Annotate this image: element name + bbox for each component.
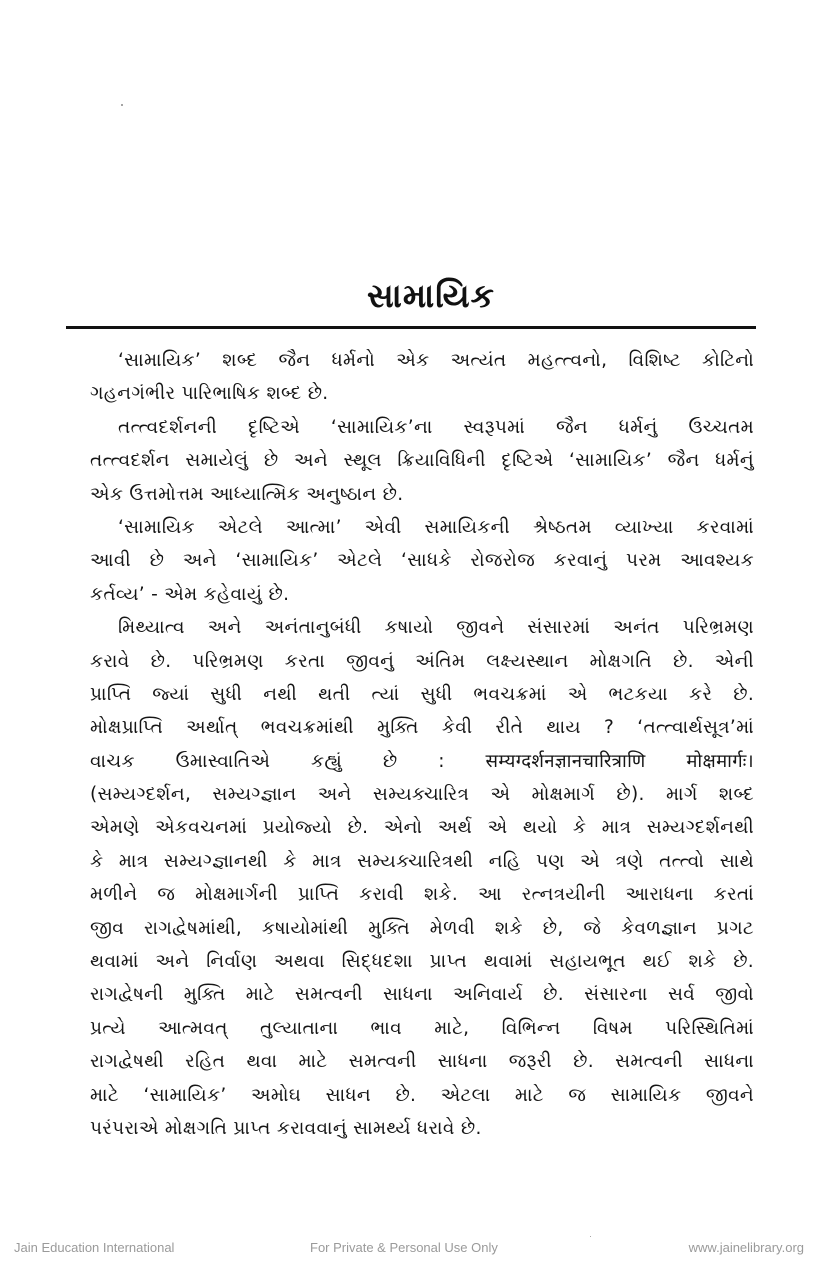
scan-speck bbox=[590, 1236, 591, 1237]
paragraph-4-line-13: પ્રત્યે આત્મવત્ તુલ્યાતાના ભાવ માટે, વિભિન્ન વિષમ પરિસ્થિતિમાં bbox=[90, 1017, 754, 1039]
paragraph-4-line-5-sanskrit-quote: વાચક ઉમાસ્વાતિએ કહ્યું છે : सम्यग्दर्शनज्ञानचारित्राणि मोक्षमार्गः। bbox=[90, 750, 754, 772]
body-text bbox=[90, 344, 754, 1145]
paragraph-3-line-2: આવી છે અને ‘સામાયિક’ એટલે ‘સાધકે રોજરોજ કરવાનું પરમ આવશ્યક bbox=[90, 550, 754, 572]
paragraph-4-line-7: એમણે એકવચનમાં પ્રયોજ્યો છે. એનો અર્થ એ થયો કે માત્ર સમ્યગ્દર્શનથી bbox=[90, 817, 754, 839]
title-underline bbox=[66, 326, 756, 329]
title-block bbox=[66, 276, 756, 316]
paragraph-4-line-3: પ્રાપ્તિ જ્યાં સુધી નથી થતી ત્યાં સુધી ભવચક્રમાં એ ભટકયા કરે છે. bbox=[90, 683, 754, 705]
footer-publisher: Jain Education International bbox=[14, 1240, 175, 1255]
page-title: સામાયિક bbox=[367, 276, 495, 315]
paragraph-3-line-3: કર્તવ્ય’ - એમ કહેવાયું છે. bbox=[90, 583, 290, 605]
paragraph-4-line-10: જીવ રાગદ્વેષમાંથી, કષાયોમાંથી મુક્તિ મેળવી શકે છે, જે કેવળજ્ઞાન પ્રગટ bbox=[90, 917, 754, 939]
page-footer bbox=[0, 1240, 828, 1260]
paragraph-4-line-9: મળીને જ મોક્ષમાર્ગની પ્રાપ્તિ કરાવી શકે. આ રત્નત્રયીની આરાધના કરતાં bbox=[90, 884, 754, 906]
paragraph-4-line-11: થવામાં અને નિર્વાણ અથવા સિદ્ધદશા પ્રાપ્ત થવામાં સહાયભૂત થઈ શકે છે. bbox=[90, 951, 754, 973]
paragraph-2-line-1: તત્ત્વદર્શનની દૃષ્ટિએ ‘સામાયિક’ના સ્વરૂપમાં જૈન ધર્મનું ઉચ્ચતમ bbox=[118, 416, 754, 438]
paragraph-4-line-1: મિથ્યાત્વ અને અનંતાનુબંધી કષાયો જીવને સંસારમાં અનંત પરિભ્રમણ bbox=[118, 617, 754, 639]
paragraph-1-line-2: ગહનગંભીર પારિભાષિક શબ્દ છે. bbox=[90, 383, 329, 405]
paragraph-4-line-4: મોક્ષપ્રાપ્તિ અર્થાત્ ભવચક્રમાંથી મુક્તિ કેવી રીતે થાય ? ‘તત્ત્વાર્થસૂત્ર’માં bbox=[90, 717, 754, 739]
scan-speck bbox=[121, 104, 123, 106]
paragraph-2-line-2: તત્ત્વદર્શન સમાયેલું છે અને સ્થૂલ ક્રિયાવિધિની દૃષ્ટિએ ‘સામાયિક’ જૈન ધર્મનું bbox=[90, 450, 754, 472]
paragraph-4-line-15: માટે ‘સામાયિક’ અમોઘ સાધન છે. એટલા માટે જ સામાયિક જીવને bbox=[90, 1084, 754, 1106]
paragraph-4-line-14: રાગદ્વેષથી રહિત થવા માટે સમત્વની સાધના જરૂરી છે. સમત્વની સાધના bbox=[90, 1051, 754, 1073]
paragraph-1-line-1: ‘સામાયિક’ શબ્દ જૈન ધર્મનો એક અત્યંત મહત્ત્વનો, વિશિષ્ટ કોટિનો bbox=[118, 350, 754, 371]
footer-website-link[interactable]: www.jainelibrary.org bbox=[688, 1240, 804, 1255]
paragraph-4-line-8: કે માત્ર સમ્યગ્જ્ઞાનથી કે માત્ર સમ્યક્ચારિત્રથી નહિ પણ એ ત્રણે તત્ત્વો સાથે bbox=[90, 850, 754, 872]
paragraph-4-line-12: રાગદ્વેષની મુક્તિ માટે સમત્વની સાધના અનિવાર્ય છે. સંસારના સર્વ જીવો bbox=[90, 984, 754, 1006]
paragraph-3-line-1: ‘સામાયિક એટલે આત્મા’ એવી સમાયિકની શ્રેષ્ઠતમ વ્યાખ્યા કરવામાં bbox=[118, 516, 754, 538]
paragraph-2-line-3: એક ઉત્તમોત્તમ આધ્યાત્મિક અનુષ્ઠાન છે. bbox=[90, 483, 404, 505]
paragraph-4-line-2: કરાવે છે. પરિભ્રમણ કરતા જીવનું અંતિમ લક્ષ્યસ્થાન મોક્ષગતિ છે. એની bbox=[90, 650, 754, 672]
paragraph-4-line-6: (સમ્યગ્દર્શન, સમ્યગ્જ્ઞાન અને સમ્યક્ચારિત્ર એ મોક્ષમાર્ગ છે). માર્ગ શબ્દ bbox=[90, 784, 754, 806]
footer-usage-notice: For Private & Personal Use Only bbox=[310, 1240, 498, 1255]
paragraph-4-line-16: પરંપરાએ મોક્ષગતિ પ્રાપ્ત કરાવવાનું સામર્થ્ય ધરાવે છે. bbox=[90, 1117, 482, 1139]
